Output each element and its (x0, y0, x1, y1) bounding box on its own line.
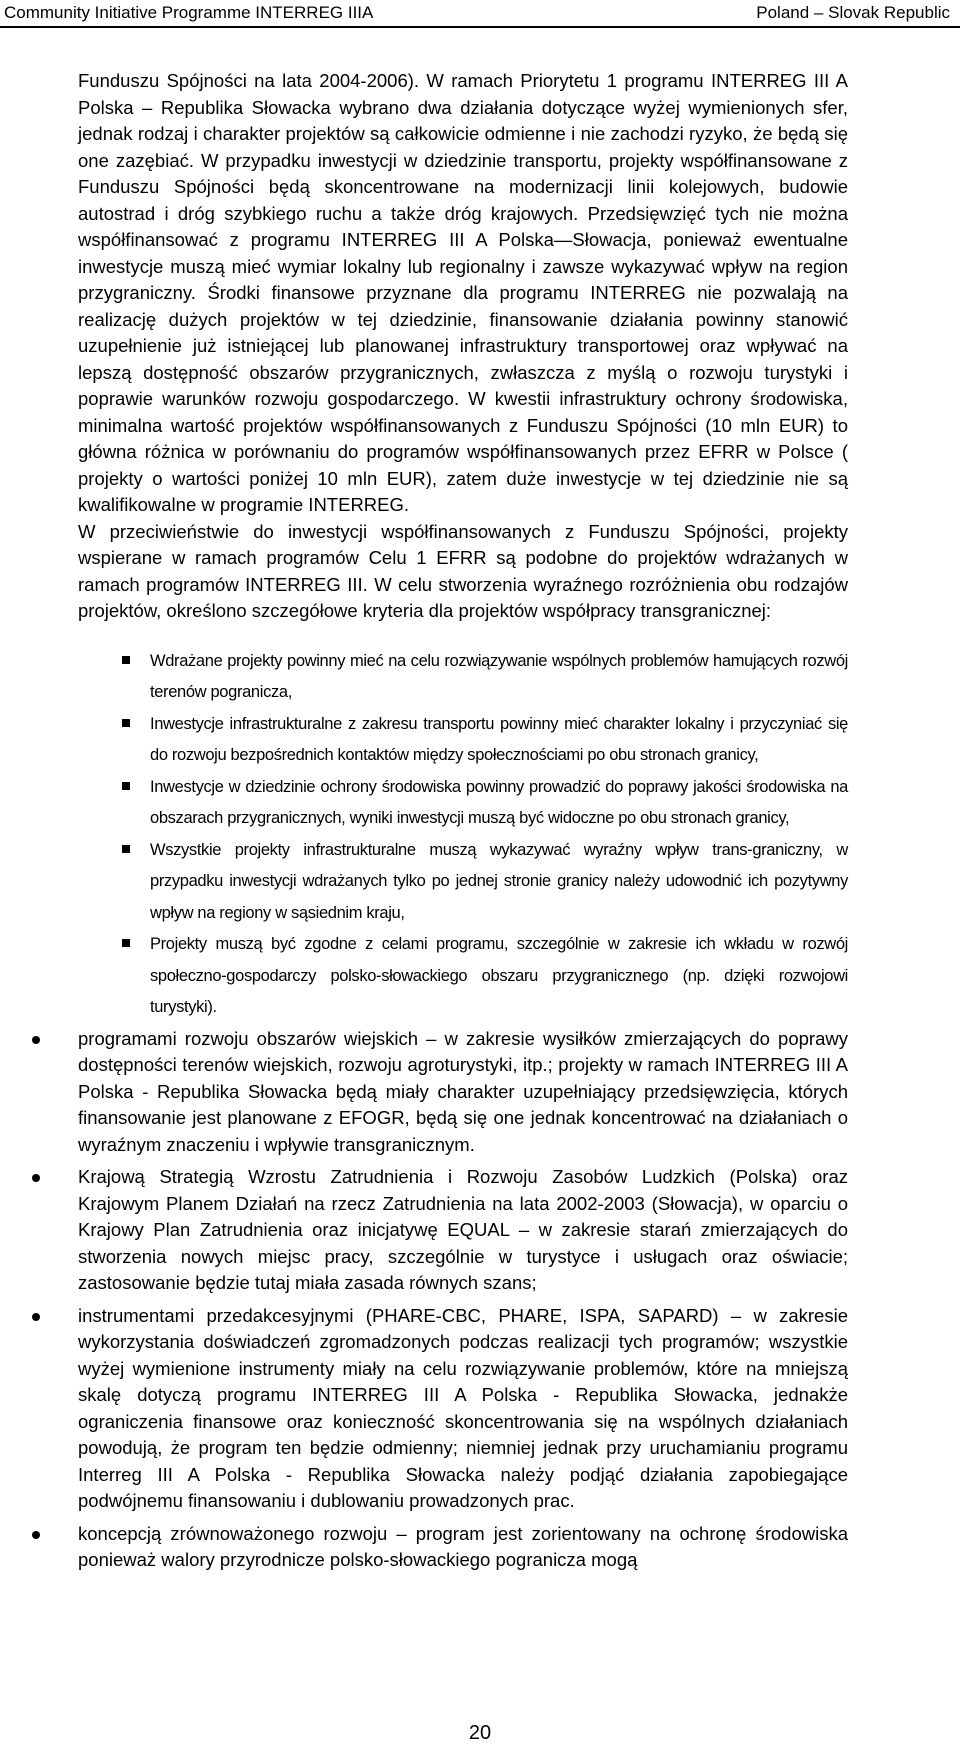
programme-link-text: programami rozwoju obszarów wiejskich – w zakresie wysiłków zmierzających do poprawy dostępności terenów wiejskich, rozwoju agroturystyki, itp.; projekty w ramach INTERREG III A Polska - Republika Słowacka będą miały charakter uzupełniający przedsięwzięcia, których finansowanie jest planowane z EFOGR, będą się one jednak koncentrować na działaniach o wyraźnym znaczeniu i wpływie transgranicznym. (78, 1027, 848, 1155)
criteria-text: Wszystkie projekty infrastrukturalne muszą wykazywać wyraźny wpływ trans-graniczny, w przypadku inwestycji wdrażanych tylko po jednej stronie granicy należy udowodnić ich pozytywny wpływ na regiony w sąsiednim kraju, (150, 840, 848, 922)
header-programme-title: Community Initiative Programme INTERREG IIIA (4, 3, 374, 22)
programme-link-item (78, 1521, 848, 1574)
programme-link-item (78, 1303, 848, 1515)
criteria-text: Projekty muszą być zgodne z celami programu, szczególnie w zakresie ich wkładu w rozwój społeczno-gospodarczy polsko-słowackiego obszaru przygranicznego (np. dzięki rozwojowi turystyki). (150, 935, 848, 1016)
criteria-text: Inwestycje w dziedzinie ochrony środowiska powinny prowadzić do poprawy jakości środowiska na obszarach przygranicznych, wyniki inwestycji muszą być widoczne po obu stronach granicy, (150, 777, 848, 827)
paragraph-erdf-comparison: W przeciwieństwie do inwestycji współfinansowanych z Funduszu Spójności, projekty wspierane w ramach programów Celu 1 EFRR są podobne do projektów wdrażanych w ramach programów INTERREG III. W celu stworzenia wyraźnego rozróżnienia obu rodzajów projektów, określono szczegółowe kryteria dla projektów współpracy transgranicznej: (78, 520, 848, 621)
criteria-item (78, 646, 848, 709)
programme-link-item (78, 1026, 848, 1159)
programme-link-text: koncepcją zrównoważonego rozwoju – program jest zorientowany na ochronę środowiska ponieważ walory przyrodnicze polsko-słowackiego pogranicza mogą (78, 1522, 848, 1570)
programme-link-text: Krajową Strategią Wzrostu Zatrudnienia i Rozwoju Zasobów Ludzkich (Polska) oraz Krajowym Planem Działań na rzecz Zatrudnienia na lata 2002-2003 (Słowacja), w oparciu o Krajowy Plan Zatrudnienia oraz inicjatywę EQUAL – w zakresie starań zmierzających do stworzenia nowych miejsc pracy, szczególnie w turystyce i usługach oraz oświacie; zastosowanie będzie tutaj miała zasada równych szans; (78, 1166, 848, 1293)
square-bullet-icon (122, 782, 130, 790)
criteria-list (78, 646, 848, 1024)
round-bullet-icon (32, 1313, 40, 1321)
header-country-pair: Poland – Slovak Republic (756, 3, 950, 22)
square-bullet-icon (122, 656, 130, 664)
square-bullet-icon (122, 845, 130, 853)
paragraph-cohesion-fund: Funduszu Spójności na lata 2004-2006). W ramach Priorytetu 1 programu INTERREG III A Polska – Republika Słowacka wybrano dwa działania dotyczące wyżej wymienionych sfer, jednak rodzaj i charakter projektów są całkowicie odmienne i nie zachodzi ryzyko, że będą się one zazębiać. W przypadku inwestycji w dziedzinie transportu, projekty współfinansowane z Funduszu Spójności będą skoncentrowane na modernizacji linii kolejowych, budowie autostrad i dróg szybkiego ruchu a także dróg krajowych. Przedsięwzięć tych nie można współfinansować z programu INTERREG III A Polska—Słowacja, ponieważ ewentualne inwestycje muszą mieć wymiar lokalny lub regionalny i zawsze wykazywać wpływ na region przygraniczny. Środki finansowe przyznane dla programu INTERREG nie pozwalają na realizację dużych projektów w tej dziedzinie, finansowanie działania powinny stanowić uzupełnienie już istniejącej lub planowanej infrastruktury transportowej oraz wpływać na lepszą dostępność obszarów przygranicznych, zwłaszcza z myślą o rozwoju turystyki i poprawie warunków rozwoju gospodarczego. W kwestii infrastruktury ochrony środowiska, minimalna wartość projektów współfinansowanych z Funduszu Spójności (10 mln EUR) to główna różnica w porównaniu do programów współfinansowanych przez EFRR w Polsce ( projekty o wartości poniżej 10 mln EUR), zatem duże inwestycje w tej dziedzinie nie są kwalifikowalne w programie INTERREG. (78, 70, 848, 515)
square-bullet-icon (122, 939, 130, 947)
programme-link-item (78, 1164, 848, 1297)
criteria-item (78, 929, 848, 1024)
criteria-text: Inwestycje infrastrukturalne z zakresu transportu powinny mieć charakter lokalny i przyczyniać się do rozwoju bezpośrednich kontaktów między społecznościami po obu stronach granicy, (150, 714, 848, 764)
criteria-item (78, 709, 848, 772)
page-body (78, 68, 848, 1574)
round-bullet-icon (32, 1174, 40, 1182)
round-bullet-icon (32, 1036, 40, 1044)
criteria-item (78, 772, 848, 835)
criteria-text: Wdrażane projekty powinny mieć na celu rozwiązywanie wspólnych problemów hamujących rozwój terenów pogranicza, (150, 651, 848, 701)
page-header (0, 0, 960, 28)
criteria-item (78, 835, 848, 930)
programme-link-text: instrumentami przedakcesyjnymi (PHARE-CBC, PHARE, ISPA, SAPARD) – w zakresie wykorzystania doświadczeń zgromadzonych podczas realizacji tych programów; wszystkie wyżej wymienione instrumenty miały na celu rozwiązywanie problemów, które na mniejszą skalę dotyczą programu INTERREG III A Polska - Republika Słowacka, jednakże ograniczenia finansowe oraz konieczność skoncentrowania się na wspólnych działaniach powodują, że program ten będzie odmienny; niemniej jednak przy uruchamianiu programu Interreg III A Polska - Republika Słowacka należy podjąć działania zapobiegające podwójnemu finansowaniu i dublowaniu prowadzonych prac. (78, 1304, 848, 1511)
round-bullet-icon (32, 1531, 40, 1539)
square-bullet-icon (122, 719, 130, 727)
page-number: 20 (468, 1722, 492, 1744)
programme-links-list (78, 1026, 848, 1574)
